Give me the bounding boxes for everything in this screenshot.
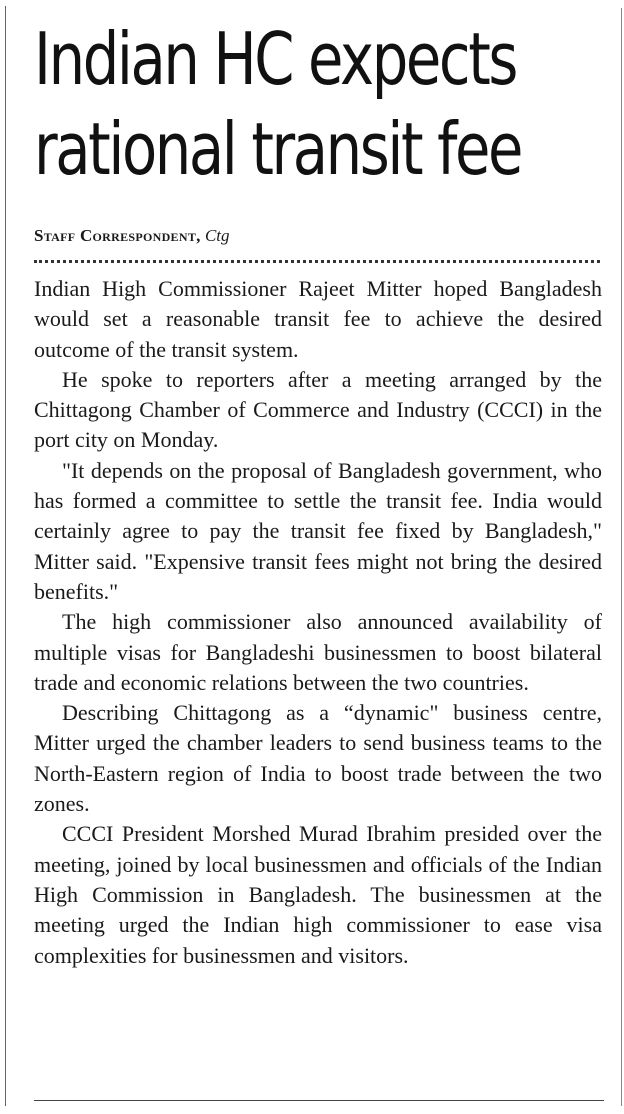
paragraph: Describing Chittagong as a “dynamic" business centre, Mitter urged the chamber leaders to send business teams to the North-Eastern region of India to boost trade between the two zones. [34,700,602,817]
paragraph: CCCI President Morshed Murad Ibrahim presided over the meeting, joined by local businessmen and officials of the Indian High Commission in Bangladesh. The businessmen at the meeting urged the Indian high commissioner to ease visa complexities for businessmen and visitors. [34,821,602,968]
headline-line-1: Indian HC expects [34,17,516,101]
right-column-rule [621,8,622,1106]
paragraph: "It depends on the proposal of Bangladesh government, who has formed a committee to settle the transit fee. India would certainly agree to pay the transit fee fixed by Bangladesh," Mitter said. "Expensive transit fees might not bring the desired benefits." [34,457,602,604]
bottom-rule [34,1100,604,1101]
paragraph: Indian High Commissioner Rajeet Mitter hoped Bangladesh would set a reasonable transit fee to achieve the desired outcome of the transit system. [34,276,602,362]
byline-author: Staff Correspondent, [34,226,201,245]
dotted-separator [34,260,600,266]
paragraph: The high commissioner also announced availability of multiple visas for Bangladeshi businessmen to boost bilateral trade and economic relations between the two countries. [34,609,602,695]
news-article [34,14,602,971]
headline [34,14,522,194]
article-body [34,274,602,971]
headline-line-2: rational transit fee [34,107,522,191]
byline-location: Ctg [204,226,230,245]
byline [34,226,602,246]
left-column-rule [5,6,6,1106]
paragraph: He spoke to reporters after a meeting arranged by the Chittagong Chamber of Commerce and Industry (CCCI) in the port city on Monday. [34,366,602,453]
